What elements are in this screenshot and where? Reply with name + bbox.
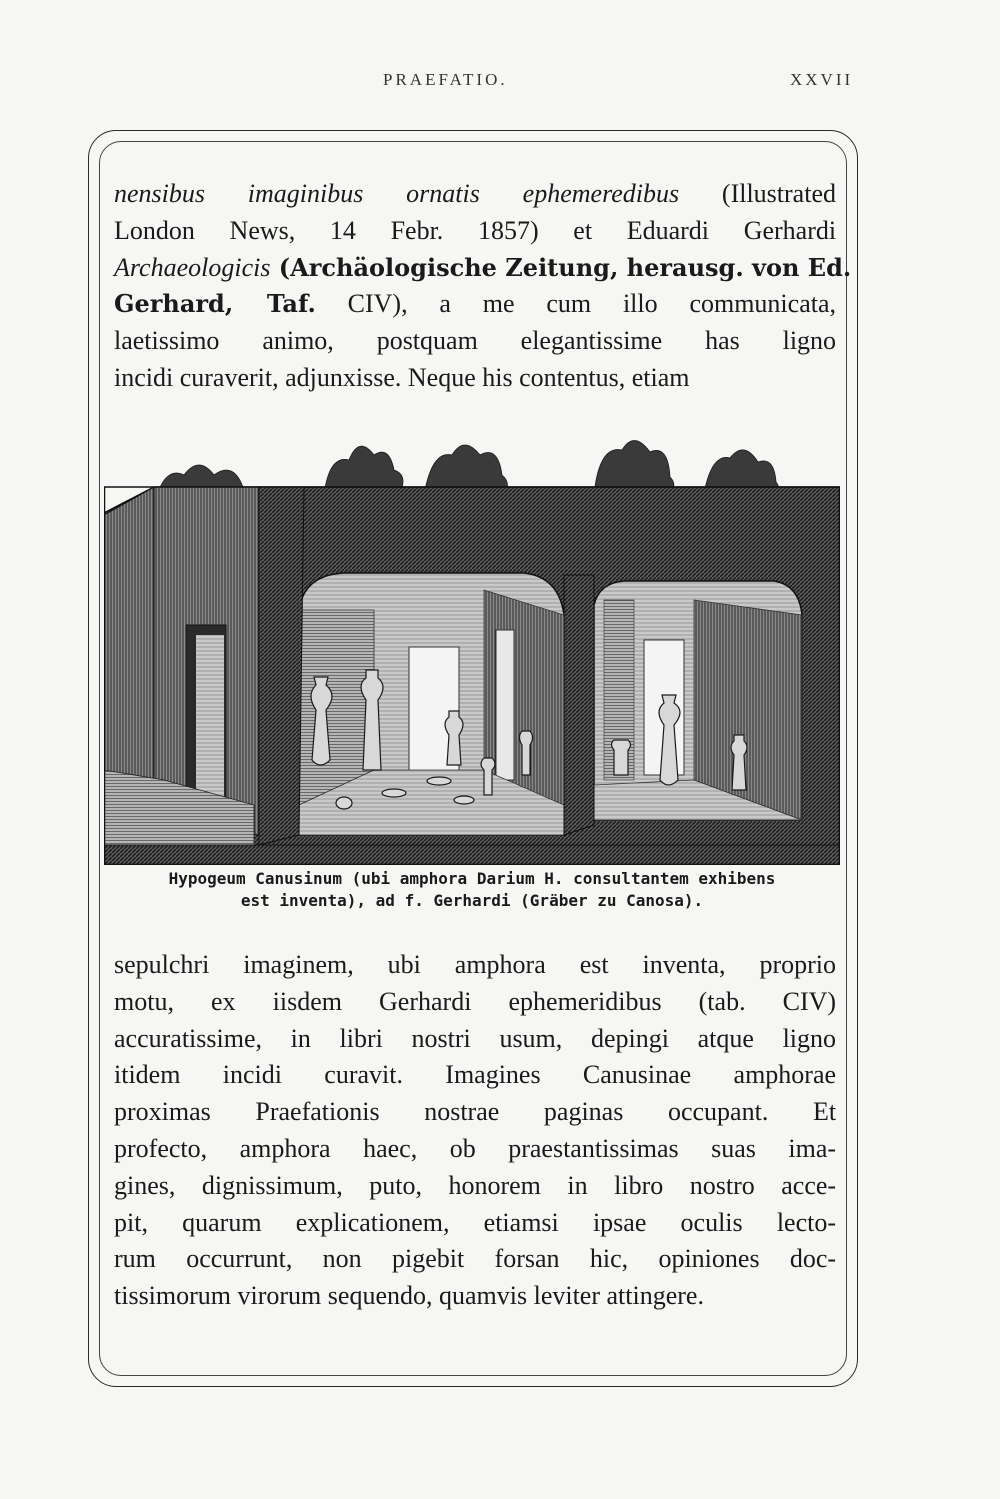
text-line: accuratissime, in libri nostri usum, depingi atque ligno: [114, 1023, 837, 1053]
text-line: nensibus imaginibus ornatis ephemeredibus (Illustrated: [114, 179, 836, 208]
text-line: sepulchri imaginem, ubi amphora est inventa, proprio: [114, 950, 836, 979]
caption-line: Hypogeum Canusinum (ubi amphora Darium H. consultantem exhibens: [168, 869, 776, 888]
caption-line: est inventa), ad f. Gerhardi (Gräber zu Canosa).: [240, 891, 704, 910]
text-line: London News, 14 Febr. 1857) et Eduardi Gerhardi: [114, 215, 837, 245]
text-line: incidi curaverit, adjunxisse. Neque his contentus, etiam: [114, 362, 690, 392]
text-line: rum occurrunt, non pigebit forsan hic, opiniones doc-: [114, 1244, 837, 1274]
page-number: XXVII: [790, 70, 854, 89]
text-line: Archaeologicis (Archäologische Zeitung, herausg. von Ed.: [114, 252, 852, 282]
running-title: PRAEFATIO.: [383, 70, 508, 89]
text-line: profecto, amphora haec, ob praestantissimas suas ima-: [114, 1133, 837, 1163]
text-line: tissimorum virorum sequendo, quamvis leviter attingere.: [114, 1281, 704, 1311]
text-line: itidem incidi curavit. Imagines Canusinae amphorae: [114, 1060, 837, 1090]
text-line: laetissimo animo, postquam elegantissime has ligno: [114, 326, 837, 356]
running-head: [0, 70, 1000, 100]
text-line: gines, dignissimum, puto, honorem in libro nostro acce-: [114, 1170, 837, 1200]
text-line: pit, quarum explicationem, etiamsi ipsae oculis lecto-: [114, 1207, 836, 1237]
text-line: Gerhard, Taf. CIV), a me cum illo communicata,: [114, 289, 836, 319]
figure-caption: [104, 868, 840, 912]
bottom-paragraph: [114, 947, 836, 1315]
text-line: motu, ex iisdem Gerhardi ephemeridibus (tab. CIV): [114, 986, 837, 1016]
text-line: proximas Praefationis nostrae paginas occupant. Et: [114, 1097, 837, 1127]
hypogeum-engraving: [104, 425, 840, 865]
top-paragraph: [114, 176, 852, 397]
